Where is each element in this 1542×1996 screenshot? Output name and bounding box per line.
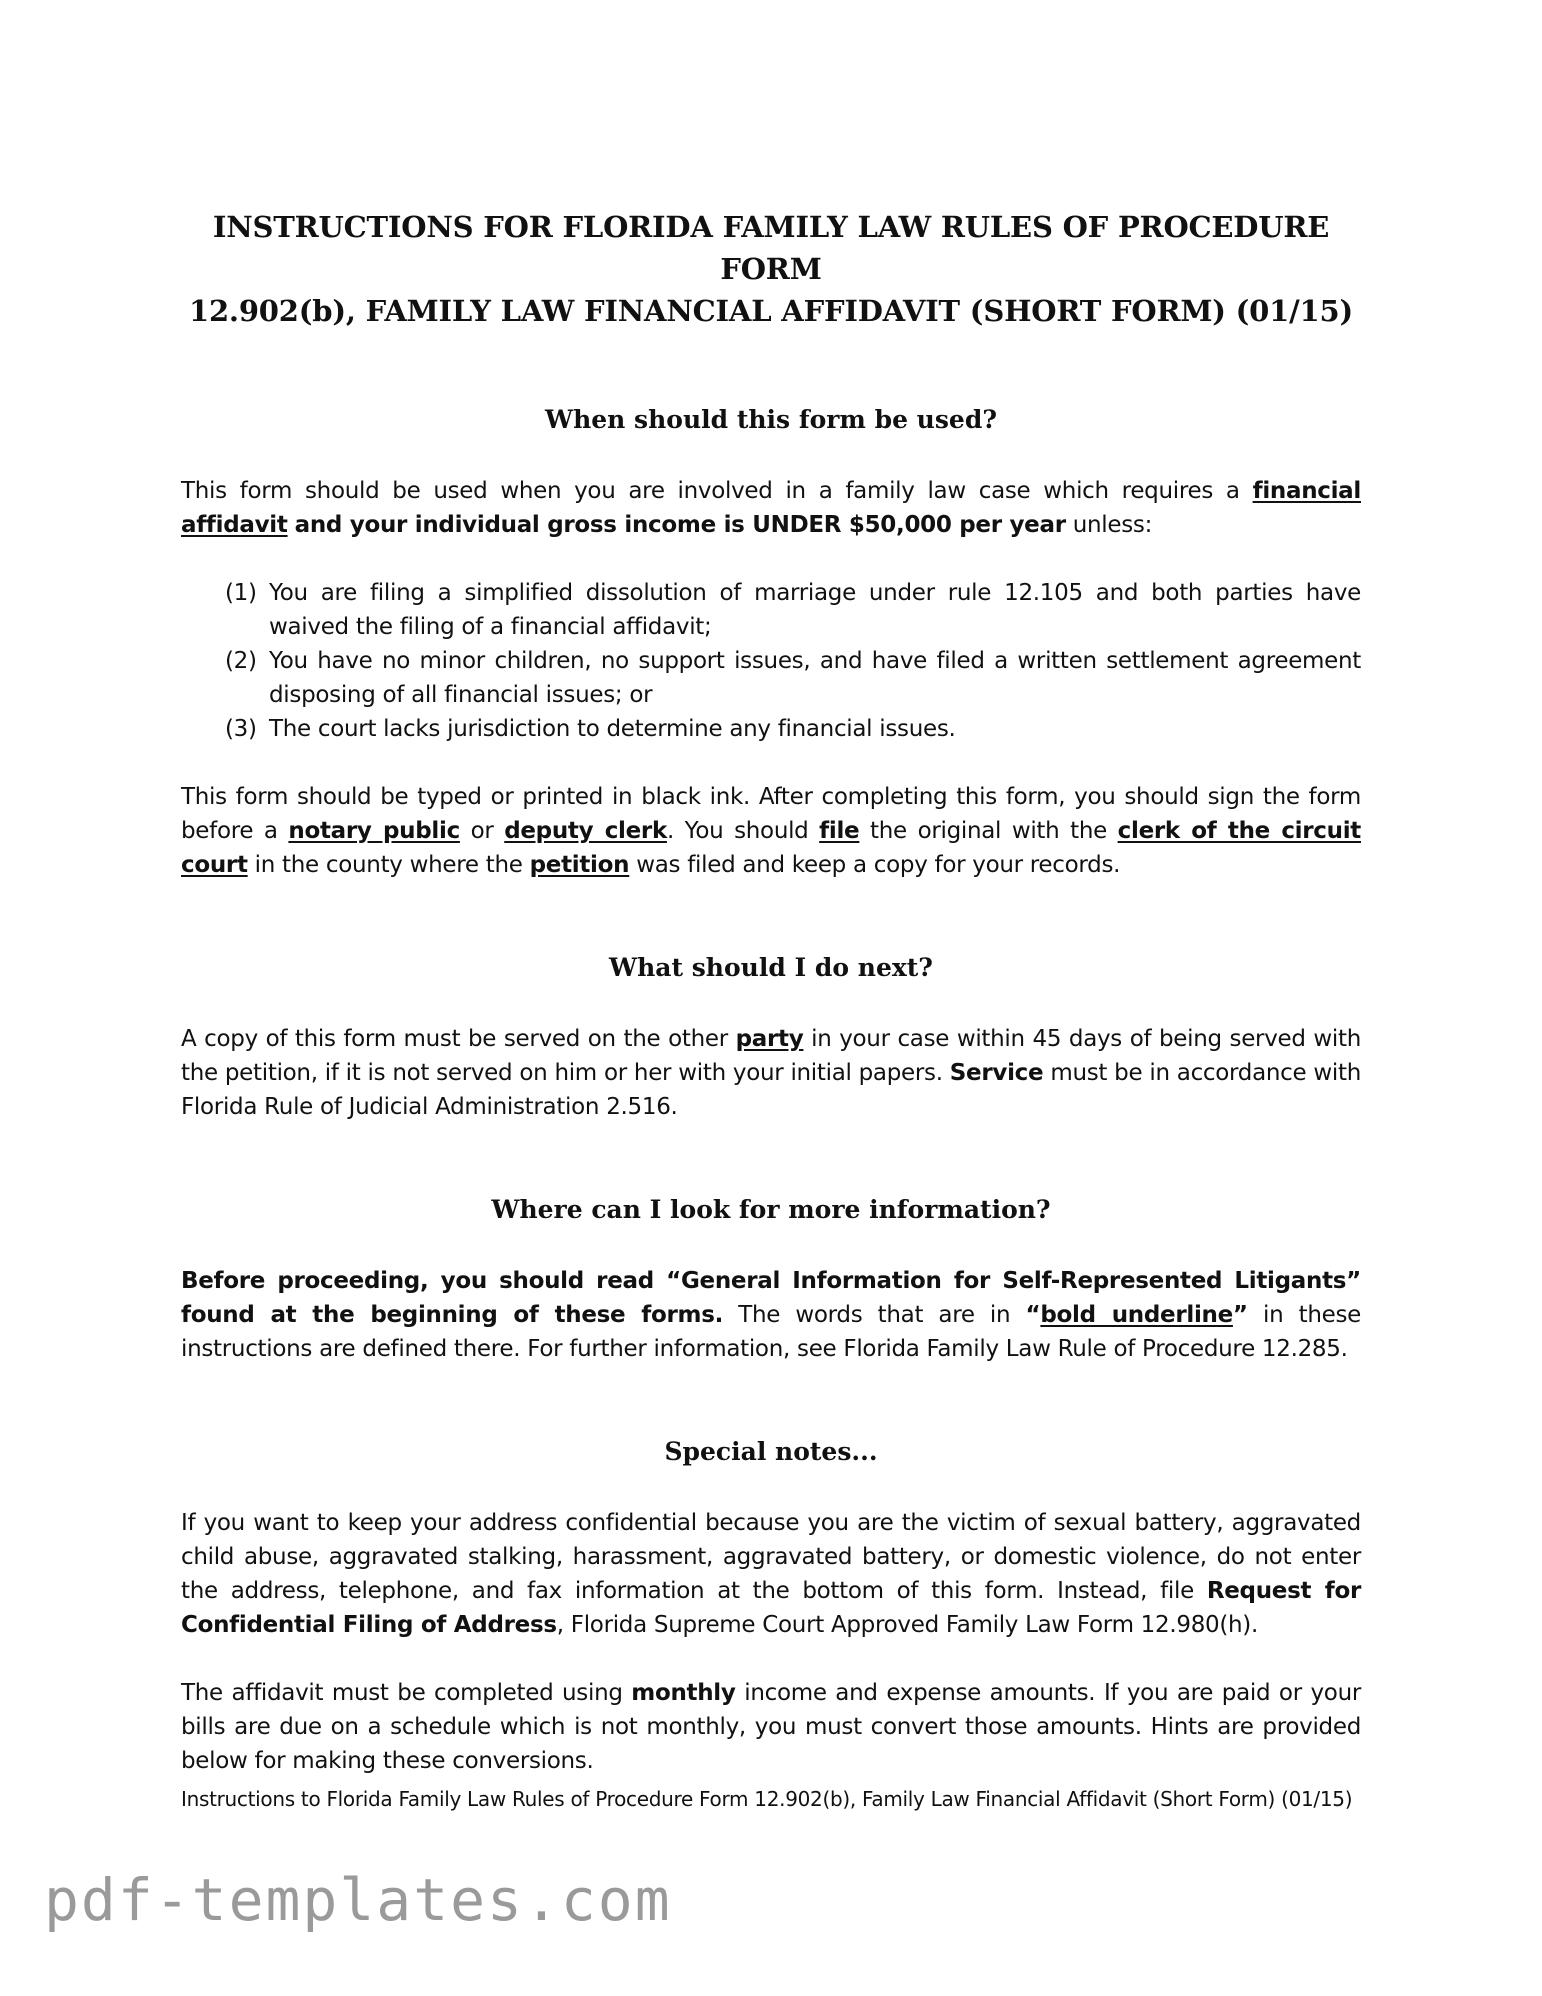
bold-notice: Before proceeding, you should read “General Information for Self-Represented Litigants” found at the beginning of these forms. xyxy=(181,1268,1361,1328)
document-title xyxy=(181,206,1361,332)
paragraph-confidential-address: If you want to keep your address confidential because you are the victim of sexual battery, aggravated child abuse, aggravated stalking, harassment, aggravated battery, or domestic violence, do not enter the address, telephone, and fax information at the bottom of this form. Instead, file Request for Confidential Filing of Address, Florida Supreme Court Approved Family Law Form 12.980(h). xyxy=(181,1510,1362,1638)
term-bold-underline: bold underline xyxy=(1040,1302,1233,1328)
term-service: Service xyxy=(949,1060,1044,1086)
title-line-1: INSTRUCTIONS FOR FLORIDA FAMILY LAW RULES OF PROCEDURE FORM xyxy=(212,210,1330,286)
term-clerk-circuit-court: clerk of the circuit court xyxy=(181,818,1361,878)
exceptions-list xyxy=(181,576,1361,746)
paragraph-filing: This form should be typed or printed in black ink. After completing this form, you should sign the form before a notary public or deputy clerk. You should file the original with the clerk of the circuit court in the county where the petition was filed and keep a copy for your records. xyxy=(181,784,1361,878)
paragraph-usage: This form should be used when you are involved in a family law case which requires a financial affidavit and your individual gross income is UNDER $50,000 per year unless: xyxy=(181,478,1361,538)
page-footer: Instructions to Florida Family Law Rules of Procedure Form 12.902(b), Family Law Financial Affidavit (Short Form) (01/15) xyxy=(181,1787,1353,1811)
term-financial-affidavit: financial affidavit xyxy=(181,478,1361,538)
paragraph-service: A copy of this form must be served on the other party in your case within 45 days of being served with the petition, if it is not served on him or her with your initial papers. Service must be in accordance with Florida Rule of Judicial Administration 2.516. xyxy=(181,1026,1361,1120)
list-item: (1) You are filing a simplified dissolution of marriage under rule 12.105 and both parties have waived the filing of a financial affidavit; xyxy=(225,580,1361,640)
form-name-request: Request for Confidential Filing of Address xyxy=(181,1578,1362,1638)
term-party: party xyxy=(735,1026,804,1052)
term-file: file xyxy=(819,818,860,844)
list-item: (3) The court lacks jurisdiction to determine any financial issues. xyxy=(225,716,956,742)
title-line-2: 12.902(b), FAMILY LAW FINANCIAL AFFIDAVIT (SHORT FORM) (01/15) xyxy=(188,294,1354,328)
term-notary-public: notary public xyxy=(288,818,460,844)
term-deputy-clerk: deputy clerk xyxy=(504,818,667,844)
term-petition: petition xyxy=(529,852,630,878)
document-page xyxy=(181,206,1361,1814)
heading-special-notes: Special notes... xyxy=(664,1437,878,1466)
term-monthly: monthly xyxy=(631,1680,736,1706)
heading-when-used: When should this form be used? xyxy=(545,405,997,434)
heading-more-info: Where can I look for more information? xyxy=(491,1195,1051,1224)
income-threshold: and your individual gross income is UNDER $50,000 per year xyxy=(294,512,1066,538)
heading-what-next: What should I do next? xyxy=(609,953,933,982)
paragraph-more-info: Before proceeding, you should read “General Information for Self-Represented Litigants” found at the beginning of these forms. The words that are in “bold underline” in these instructions are defined there. For further information, see Florida Family Law Rule of Procedure 12.285. xyxy=(181,1268,1361,1362)
list-item: (2) You have no minor children, no support issues, and have filed a written settlement agreement disposing of all financial issues; or xyxy=(225,648,1361,708)
watermark: pdf-templates.com xyxy=(44,1866,672,1934)
paragraph-monthly-amounts: The affidavit must be completed using monthly income and expense amounts. If you are paid or your bills are due on a schedule which is not monthly, you must convert those amounts. Hints are provided below for making these conversions. xyxy=(181,1680,1362,1774)
